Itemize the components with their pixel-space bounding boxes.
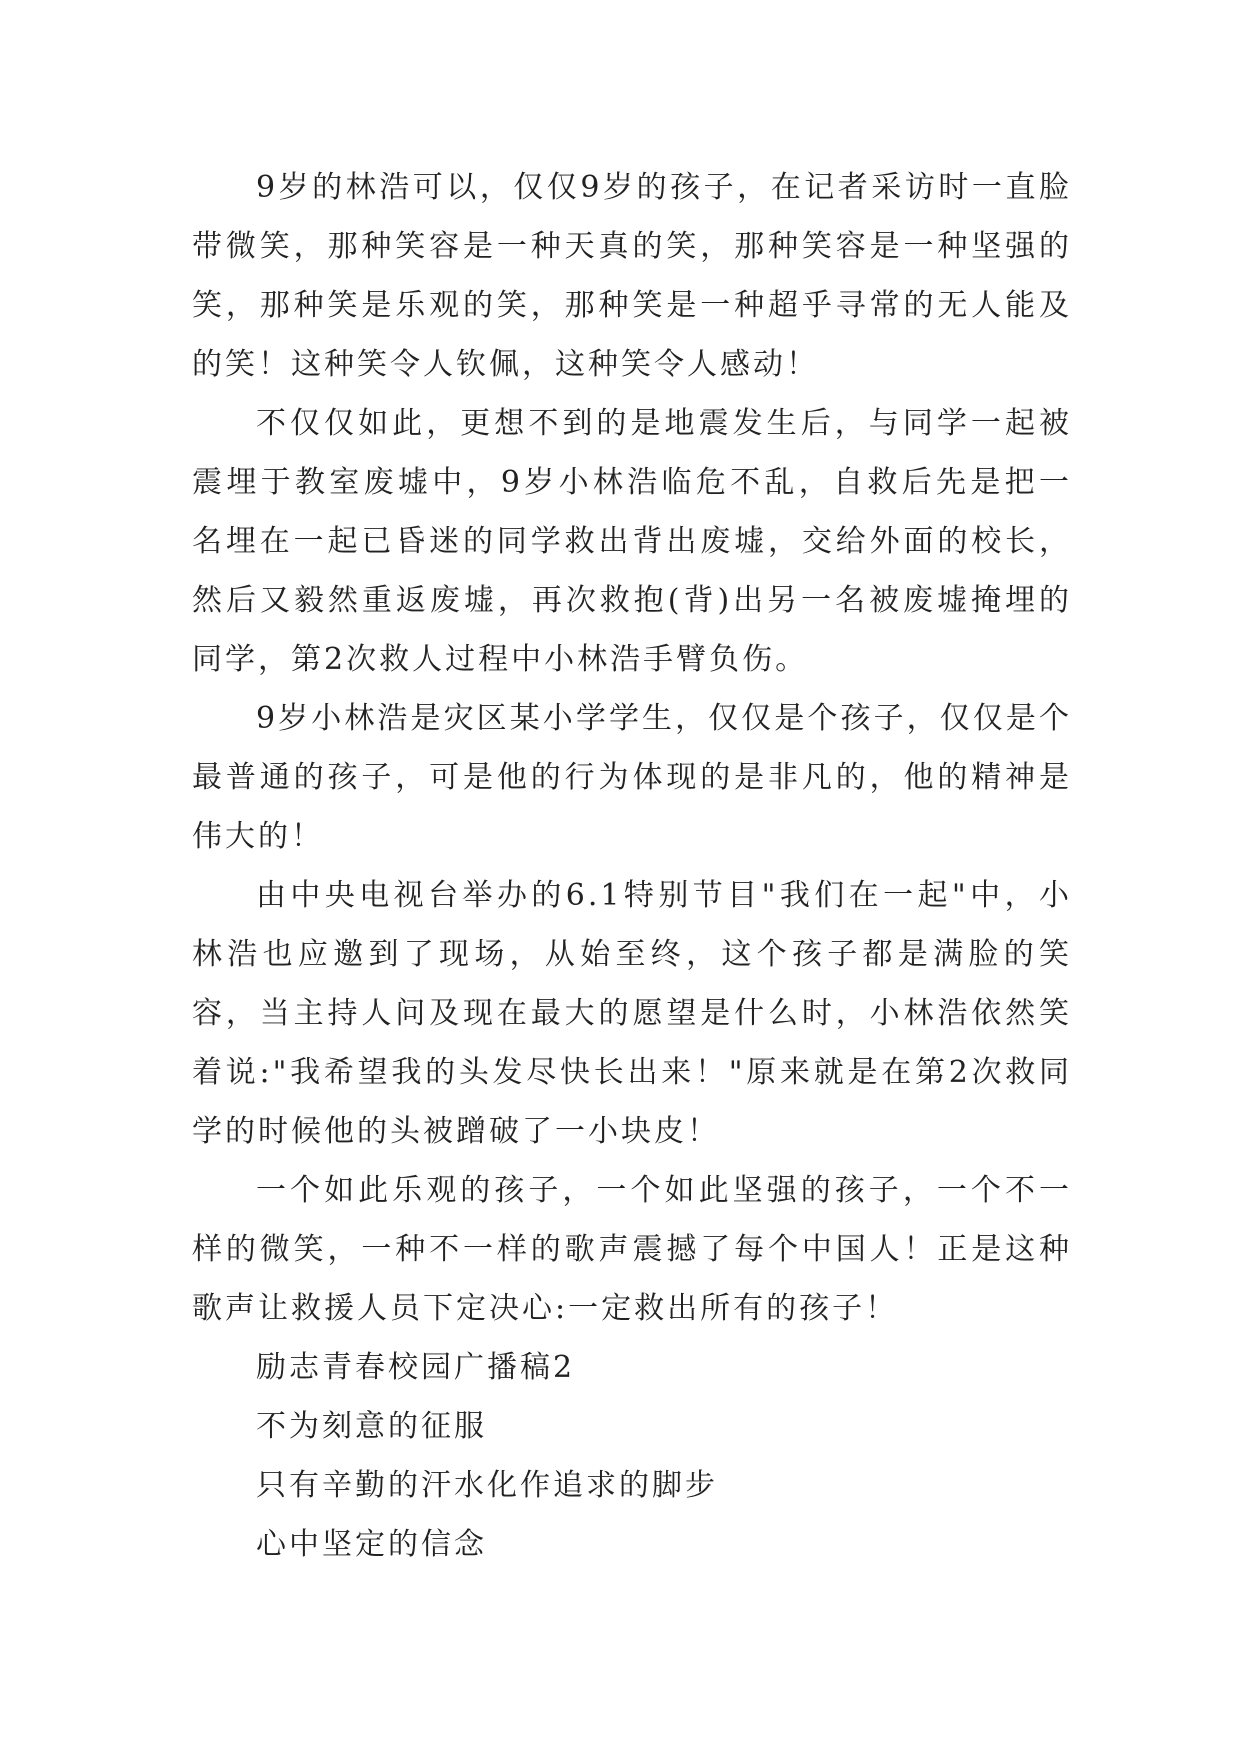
paragraph-5: 一个如此乐观的孩子，一个如此坚强的孩子，一个不一样的微笑，一种不一样的歌声震撼了每个中国人！正是这种歌声让救援人员下定决心:一定救出所有的孩子！: [192, 1173, 1072, 1326]
poem-line-2: 只有辛勤的汗水化作追求的脚步: [256, 1468, 718, 1503]
paragraph-2: 不仅仅如此，更想不到的是地震发生后，与同学一起被震埋于教室废墟中，9岁小林浩临危不乱，自救后先是把一名埋在一起已昏迷的同学救出背出废墟，交给外面的校长，然后又毅然重返废墟，再次救抱(背)出另一名被废墟掩埋的同学，第2次救人过程中小林浩手臂负伤。: [192, 406, 1072, 677]
paragraph-1: 9岁的林浩可以，仅仅9岁的孩子，在记者采访时一直脸带微笑，那种笑容是一种天真的笑，那种笑容是一种坚强的笑，那种笑是乐观的笑，那种笑是一种超乎寻常的无人能及的笑！这种笑令人钦佩，这种笑令人感动！: [192, 170, 1072, 382]
poem-line-1: 不为刻意的征服: [256, 1409, 487, 1444]
paragraph-3: 9岁小林浩是灾区某小学学生，仅仅是个孩子，仅仅是个最普通的孩子，可是他的行为体现的是非凡的，他的精神是伟大的！: [192, 701, 1072, 854]
poem-line-3: 心中坚定的信念: [256, 1527, 487, 1562]
section-heading: 励志青春校园广播稿2: [256, 1350, 576, 1385]
paragraph-4: 由中央电视台举办的6.1特别节目"我们在一起"中，小林浩也应邀到了现场，从始至终，这个孩子都是满脸的笑容，当主持人问及现在最大的愿望是什么时，小林浩依然笑着说:"我希望我的头发尽快长出来！"原来就是在第2次救同学的时候他的头被蹭破了一小块皮！: [192, 878, 1072, 1149]
document-body: [192, 158, 1072, 1574]
